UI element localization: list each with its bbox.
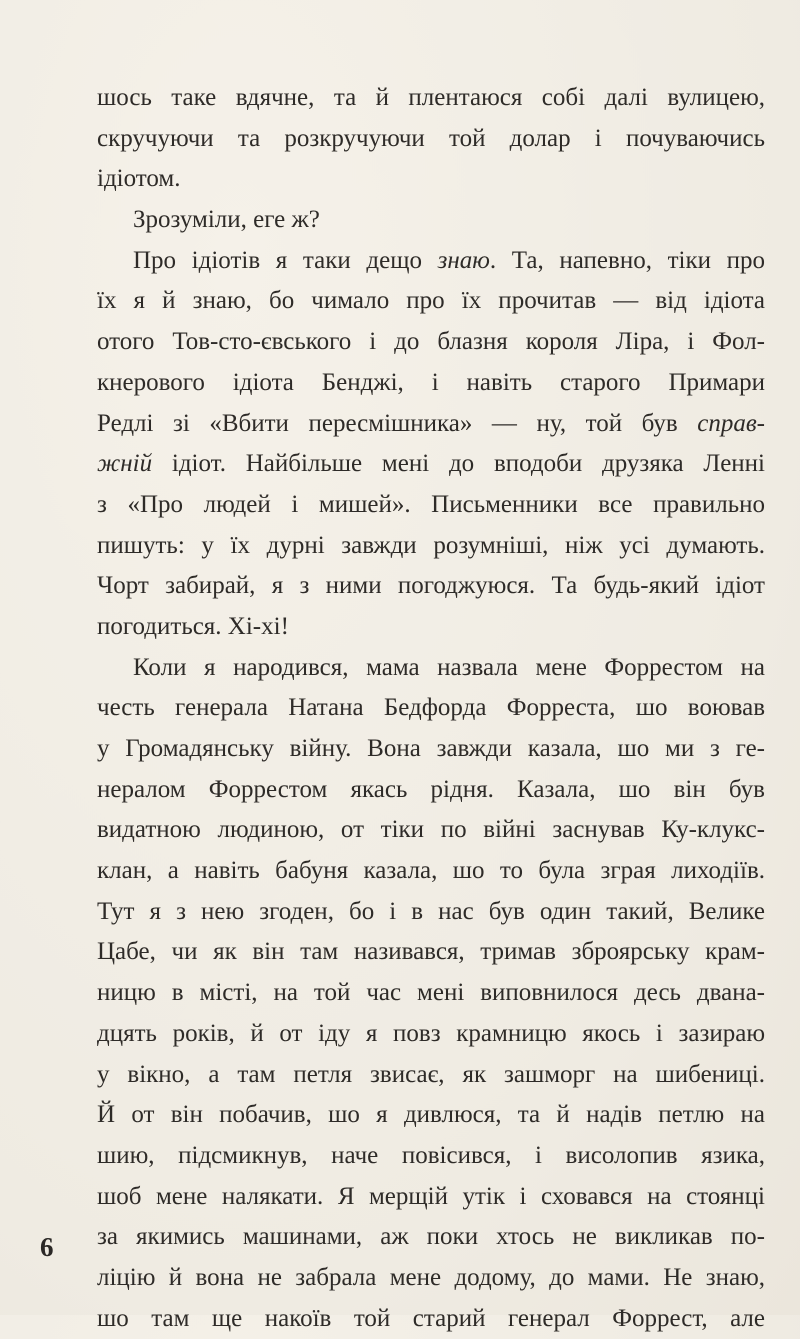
text-line: Чорт забирай, я з ними погоджуюся. Та будь-який ідіот: [97, 572, 765, 600]
text-run: Редлі зі «Вбити пересмішника» — ну, той був: [97, 409, 698, 437]
text-line: [97, 404, 765, 445]
text-line: у Громадянську війну. Вона завжди казала, шо ми з ге-: [97, 735, 765, 762]
text-line: їх я й знаю, бо чимало про їх прочитав — від ідіота: [97, 287, 765, 315]
text-line: шоб мене налякати. Я мерщій утік і сховався на стоянці: [97, 1182, 765, 1210]
text-line: шось таке вдячне, та й плентаюся собі далі вулицею,: [97, 84, 765, 111]
text-line: нералом Форрестом якась рідня. Казала, шо він був: [97, 775, 765, 803]
text-line: з «Про людей і мишей». Письменники все правильно: [97, 490, 765, 518]
emphasized-text: жній: [97, 450, 153, 478]
text-line: [97, 241, 765, 282]
text-line: пишуть: у їх дурні завжди розумніші, ніж усі думають.: [97, 531, 765, 559]
text-line: дцять років, й от іду я повз крамницю якось і зазираю: [97, 1019, 765, 1047]
text-line: кнерового ідіота Бенджі, і навіть старого Примари: [97, 368, 765, 396]
text-line: у вікно, а там петля звисає, як зашморг на шибениці.: [97, 1060, 765, 1088]
text-line: отого Тов-сто-євського і до блазня короля Ліра, і Фол-: [97, 328, 765, 356]
text-line: честь генерала Натана Бедфорда Форреста, шо воював: [97, 694, 765, 722]
text-line: Тут я з нею згоден, бо і в нас був один такий, Велике: [97, 897, 765, 925]
text-line: погодиться. Хі-хі!: [97, 612, 289, 640]
text-line: за якимись машинами, аж поки хтось не викликав по-: [97, 1223, 765, 1251]
text-run: ідіот. Найбільше мені до вподоби друзяка Ленні: [152, 450, 765, 478]
text-line: видатною людиною, от тіки по війні заснував Ку-клукс-: [97, 816, 765, 844]
text-line: [97, 444, 765, 485]
text-line: шо там ще накоїв той старий генерал Форрест, але: [97, 1304, 765, 1332]
emphasized-text: справ-: [697, 409, 765, 437]
text-run: . Та, напевно, тіки про: [489, 246, 765, 274]
text-line: скручуючи та розкручуючи той долар і почуваючись: [97, 124, 765, 152]
text-line: ідіотом.: [97, 165, 181, 193]
emphasized-text: знаю: [437, 246, 490, 274]
text-line: ницю в місті, на той час мені виповнилося десь двана-: [97, 979, 765, 1007]
text-line: Й от він побачив, шо я дивлюся, та й надів петлю на: [97, 1101, 765, 1129]
text-line: ліцію й вона не забрала мене додому, до мами. Не знаю,: [97, 1263, 765, 1291]
text-line: шию, підсмикнув, наче повісився, і висолопив язика,: [97, 1141, 765, 1169]
text-line: Зрозуміли, еге ж?: [133, 206, 320, 234]
text-line: Коли я народився, мама назвала мене Форрестом на: [133, 653, 765, 681]
page-number: 6: [40, 1232, 54, 1262]
text-run: Про ідіотів я таки дещо: [133, 246, 438, 274]
text-line: клан, а навіть бабуня казала, шо то була зграя лиходіїв.: [97, 857, 765, 885]
text-line: Цабе, чи як він там називався, тримав зброярську крам-: [97, 938, 765, 966]
book-page-text: [97, 78, 765, 1339]
